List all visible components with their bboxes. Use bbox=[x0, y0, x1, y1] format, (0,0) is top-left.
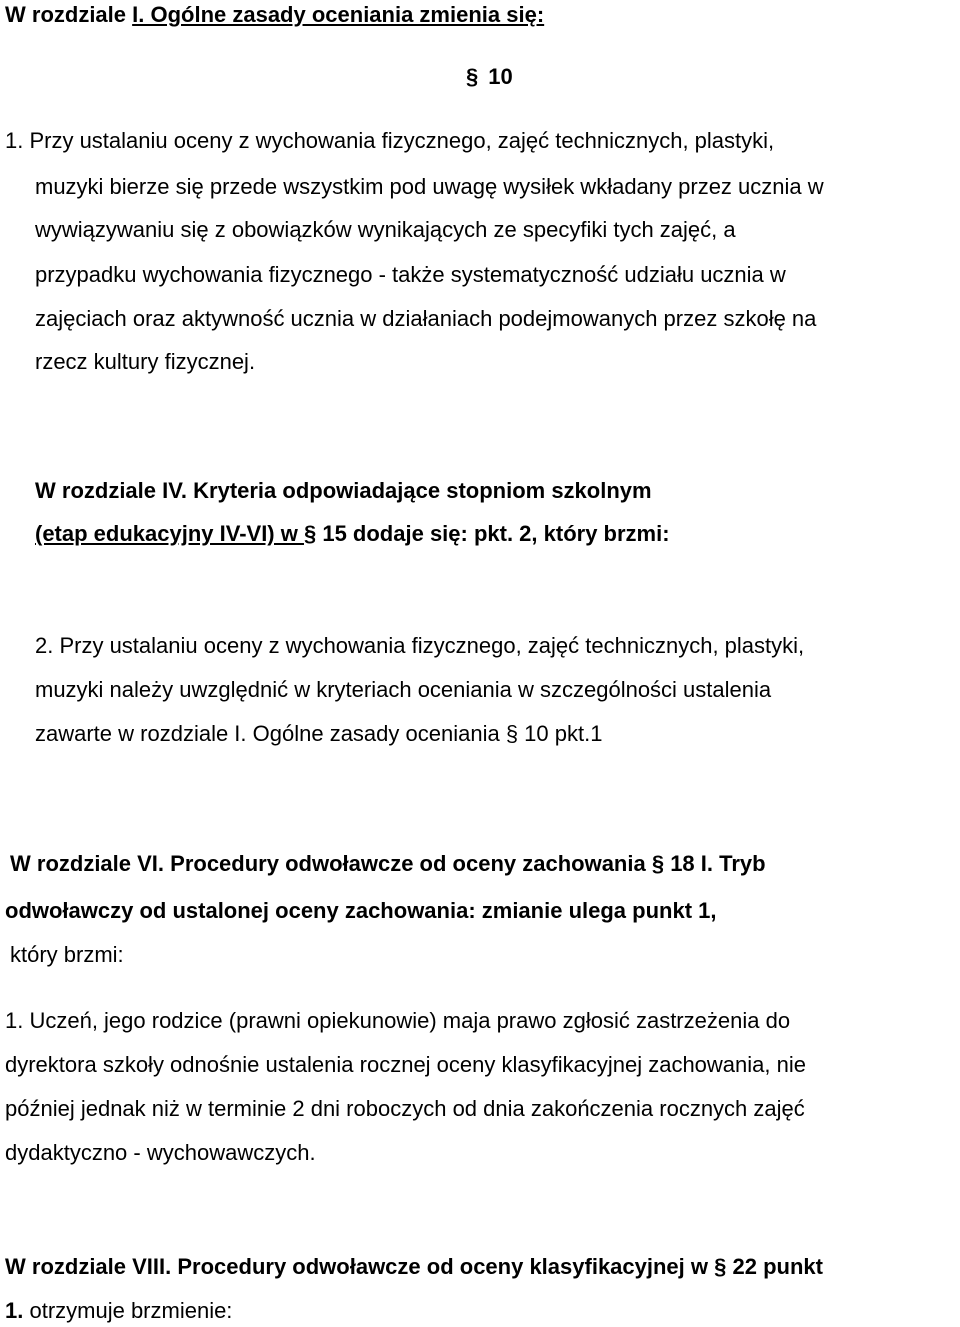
paragraph-line: dydaktyczno - wychowawczych. bbox=[5, 1140, 316, 1165]
paragraph-line: 2. Przy ustalaniu oceny z wychowania fizycznego, zajęć technicznych, plastyki, bbox=[35, 633, 805, 658]
section-sign-icon: § bbox=[303, 521, 317, 546]
heading-stage-range: (etap edukacyjny IV-VI) w bbox=[35, 521, 304, 546]
heading-chapter-title: Procedury odwoławcze od oceny zachowania bbox=[164, 851, 652, 876]
section-sign-icon: § bbox=[505, 721, 519, 746]
heading-rest: 18 I. Tryb bbox=[664, 851, 766, 876]
heading-prefix: W rozdziale bbox=[5, 2, 133, 27]
heading-prefix: W rozdziale VIII. bbox=[5, 1254, 172, 1279]
section-sign-icon: § bbox=[466, 64, 479, 89]
heading-rozdzial-8-subline bbox=[5, 1298, 232, 1324]
paragraph-line: muzyki bierze się przede wszystkim pod uwagę wysiłek wkładany przez ucznia w bbox=[35, 174, 824, 199]
heading-rozdzial-6-tail: który brzmi: bbox=[10, 942, 124, 967]
paragraph-line: 1. Uczeń, jego rodzice (prawni opiekunowie) maja prawo zgłosić zastrzeżenia do bbox=[5, 1008, 791, 1033]
paragraph-line bbox=[35, 721, 602, 747]
paragraph-line: 1. Przy ustalaniu oceny z wychowania fizycznego, zajęć technicznych, plastyki, bbox=[5, 128, 775, 153]
paragraph-line: zajęciach oraz aktywność ucznia w działaniach podejmowanych przez szkołę na bbox=[35, 306, 817, 331]
heading-rest: 22 punkt bbox=[726, 1254, 823, 1279]
heading-rozdzial-1 bbox=[5, 2, 544, 28]
line-text: 10 pkt.1 bbox=[518, 721, 603, 746]
section-sign-icon: § bbox=[714, 1254, 727, 1279]
heading-chapter-title: Kryteria odpowiadające stopniom szkolnym bbox=[187, 478, 652, 503]
paragraph-line: wywiązywaniu się z obowiązków wynikających ze specyfiki tych zajęć, a bbox=[35, 217, 736, 242]
section-sign-icon: § bbox=[651, 851, 665, 876]
heading-chapter-title: I. Ogólne zasady oceniania zmienia się: bbox=[132, 2, 545, 27]
heading-rozdzial-4-subline bbox=[35, 521, 670, 547]
heading-rest: otrzymuje brzmienie: bbox=[23, 1298, 233, 1323]
heading-rozdzial-4 bbox=[35, 478, 652, 504]
heading-rest: 15 dodaje się: pkt. 2, który brzmi: bbox=[316, 521, 670, 546]
heading-prefix: W rozdziale IV. bbox=[35, 478, 188, 503]
paragraph-line: rzecz kultury fizycznej. bbox=[35, 349, 256, 374]
point-number: 1. bbox=[5, 1298, 24, 1323]
heading-rozdzial-8 bbox=[5, 1254, 823, 1280]
paragraph-line: dyrektora szkoły odnośnie ustalenia rocznej oceny klasyfikacyjnej zachowania, nie bbox=[5, 1052, 806, 1077]
heading-rozdzial-6 bbox=[10, 851, 766, 877]
paragraph-line: muzyki należy uwzględnić w kryteriach oceniania w szczególności ustalenia bbox=[35, 677, 772, 702]
line-text: zawarte w rozdziale I. Ogólne zasady oceniania bbox=[35, 721, 506, 746]
heading-rozdzial-6-subline: odwoławczy od ustalonej oceny zachowania: zmianie ulega punkt 1, bbox=[5, 898, 717, 923]
heading-chapter-title: Procedury odwoławcze od oceny klasyfikacyjnej w bbox=[171, 1254, 715, 1279]
paragraph-line: przypadku wychowania fizycznego - także systematyczność udziału ucznia w bbox=[35, 262, 786, 287]
heading-prefix: W rozdziale VI. bbox=[10, 851, 165, 876]
section-number: 10 bbox=[488, 64, 513, 89]
section-paragraph-number bbox=[466, 64, 513, 90]
paragraph-line: później jednak niż w terminie 2 dni roboczych od dnia zakończenia rocznych zajęć bbox=[5, 1096, 805, 1121]
